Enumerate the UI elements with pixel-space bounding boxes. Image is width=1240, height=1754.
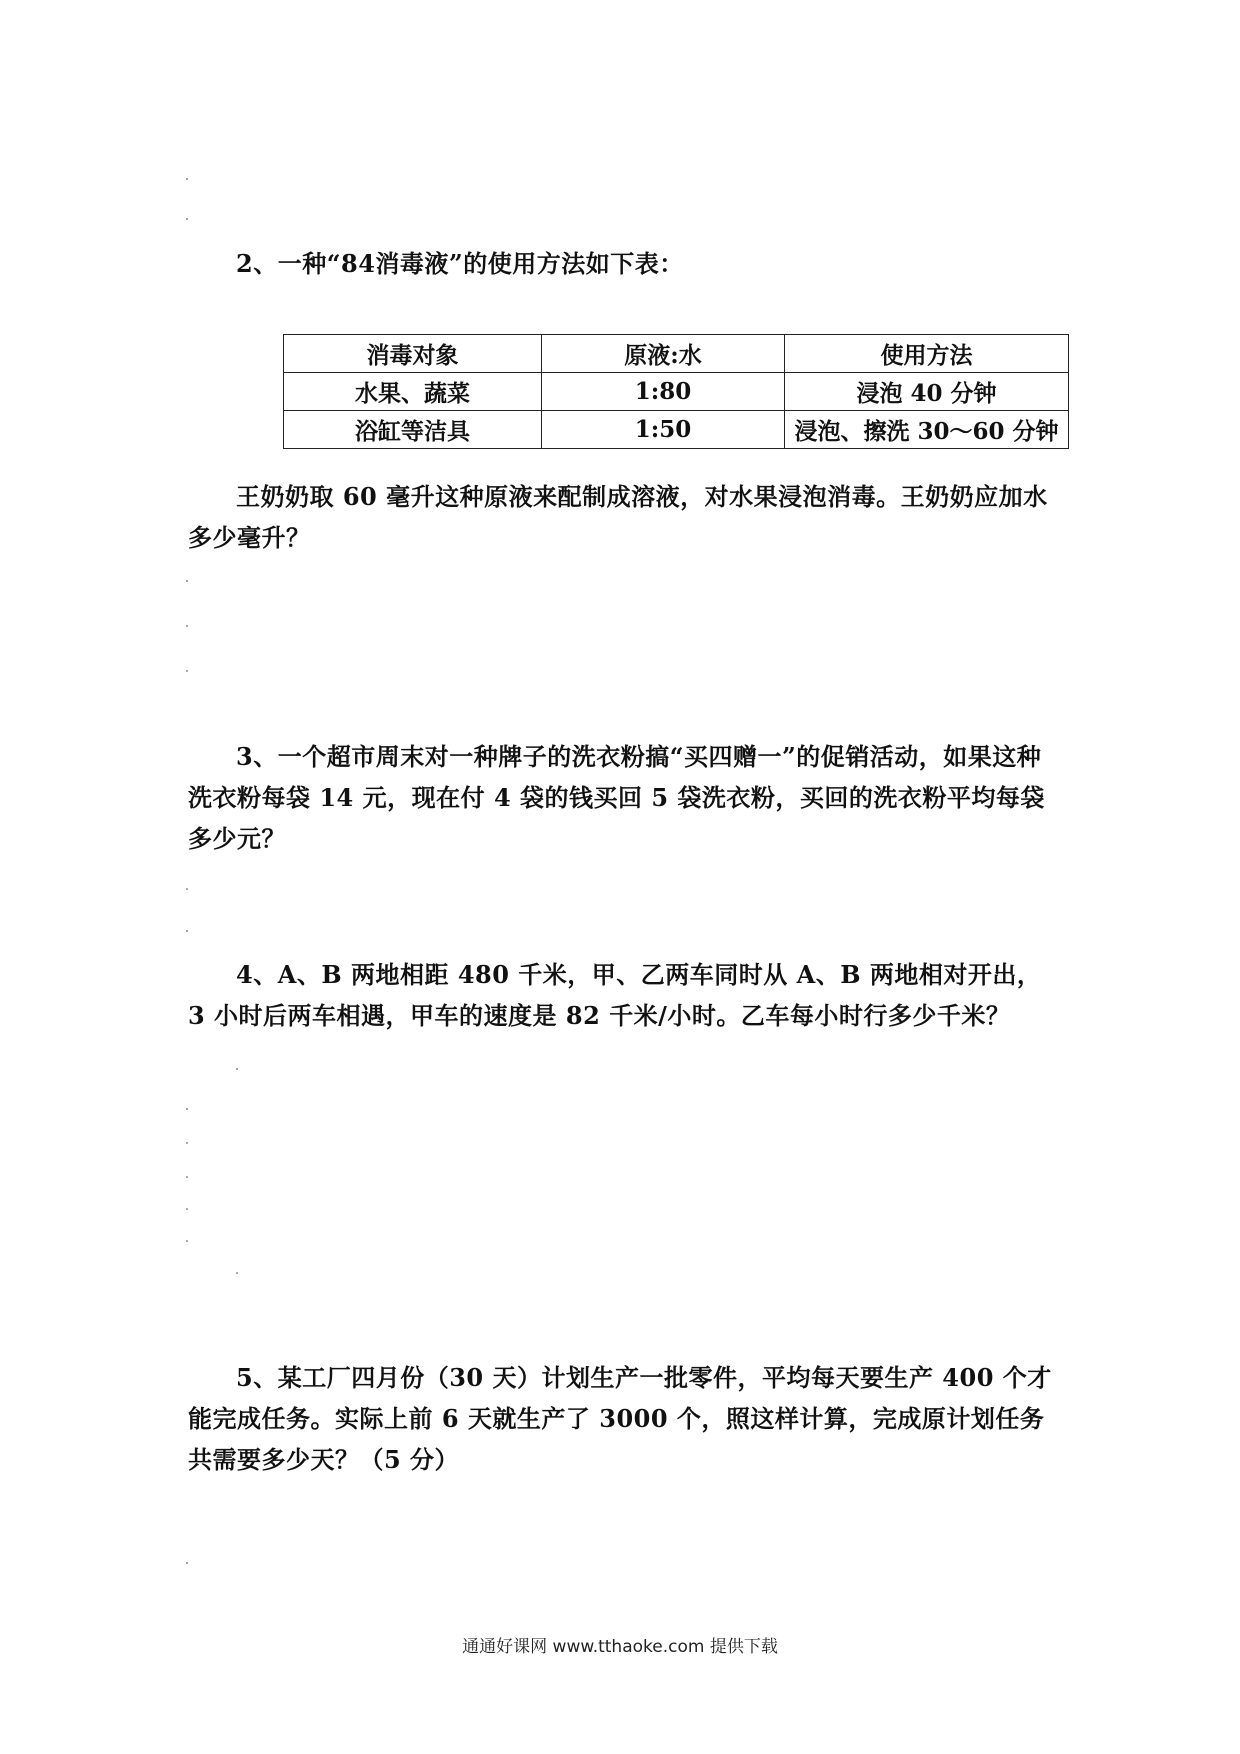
table-row bbox=[284, 373, 1069, 411]
table-header-cell: 使用方法 bbox=[785, 335, 1069, 373]
question-5 bbox=[188, 1357, 1058, 1480]
question-3-text: 3、一个超市周末对一种牌子的洗衣粉搞“买四赠一”的促销活动，如果这种洗衣粉每袋 14 元，现在付 4 袋的钱买回 5 袋洗衣粉，买回的洗衣粉平均每袋多少元？ bbox=[188, 742, 1045, 853]
scan-dot bbox=[186, 580, 188, 582]
table-header-cell: 原液:水 bbox=[542, 335, 785, 373]
scan-dot bbox=[186, 178, 188, 180]
scan-dot bbox=[186, 1176, 188, 1178]
usage-table bbox=[283, 334, 1069, 449]
scan-dot bbox=[186, 1142, 188, 1144]
table-header-row bbox=[284, 335, 1069, 373]
scan-dot bbox=[186, 1108, 188, 1110]
scan-dot bbox=[186, 625, 188, 627]
scan-dot bbox=[236, 1272, 238, 1274]
question-3 bbox=[188, 736, 1058, 859]
table-header-cell: 消毒对象 bbox=[284, 335, 542, 373]
scan-dot bbox=[186, 1562, 188, 1564]
table-cell: 浸泡、擦洗 30～60 分钟 bbox=[785, 411, 1069, 449]
scan-dot bbox=[186, 930, 188, 932]
question-2-body bbox=[188, 476, 1058, 558]
question-2-text: 王奶奶取 60 毫升这种原液来配制成溶液，对水果浸泡消毒。王奶奶应加水多少毫升？ bbox=[188, 482, 1048, 552]
table-cell: 1:50 bbox=[542, 411, 785, 449]
footer-credit: 通通好课网 www.tthaoke.com 提供下载 bbox=[462, 1637, 778, 1657]
scan-dot bbox=[236, 1068, 238, 1070]
table-cell: 1:80 bbox=[542, 373, 785, 411]
table-row bbox=[284, 411, 1069, 449]
scan-dot bbox=[186, 670, 188, 672]
question-2-intro: 2、一种“84消毒液”的使用方法如下表： bbox=[236, 249, 684, 278]
scan-dot bbox=[186, 1240, 188, 1242]
question-5-text: 5、某工厂四月份（30 天）计划生产一批零件，平均每天要生产 400 个才能完成任务。实际上前 6 天就生产了 3000 个，照这样计算，完成原计划任务共需要多少天？（5 分） bbox=[188, 1363, 1052, 1474]
table-cell: 浴缸等洁具 bbox=[284, 411, 542, 449]
question-2 bbox=[188, 243, 1058, 284]
table-cell: 水果、蔬菜 bbox=[284, 373, 542, 411]
scan-dot bbox=[186, 1208, 188, 1210]
scan-dot bbox=[186, 218, 188, 220]
question-4 bbox=[188, 954, 1058, 1036]
question-4-text: 4、A、B 两地相距 480 千米，甲、乙两车同时从 A、B 两地相对开出，3 小时后两车相遇，甲车的速度是 82 千米/小时。乙车每小时行多少千米？ bbox=[188, 960, 1042, 1030]
scan-dot bbox=[186, 888, 188, 890]
table-cell: 浸泡 40 分钟 bbox=[785, 373, 1069, 411]
